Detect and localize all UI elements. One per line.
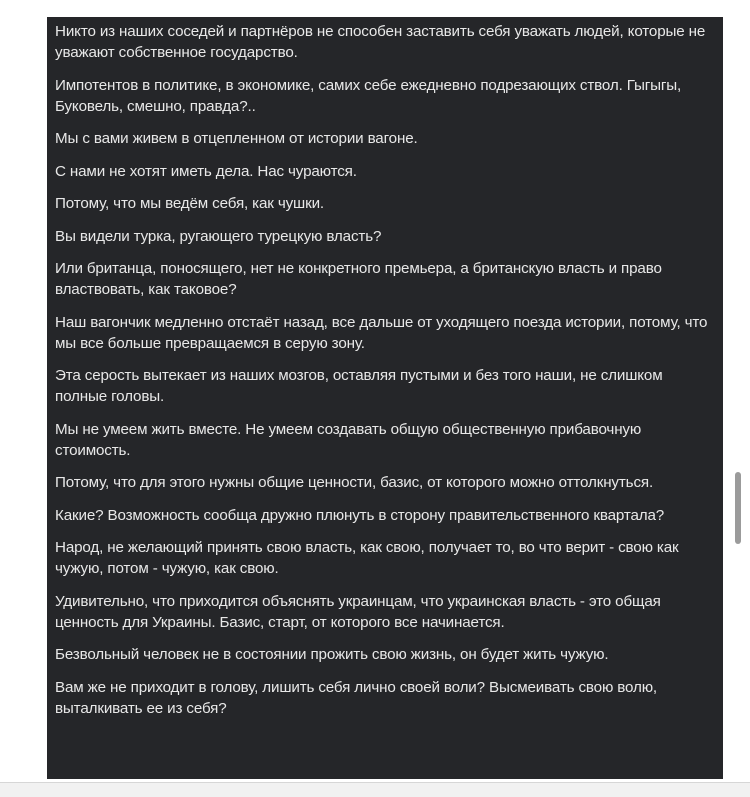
paragraph: Эта серость вытекает из наших мозгов, оставляя пустыми и без того наши, не слишком полные головы. bbox=[55, 367, 663, 405]
paragraph: С нами не хотят иметь дела. Нас чураются. bbox=[55, 162, 357, 180]
paragraph: Удивительно, что приходится объяснять украинцам, что украинская власть - это общая ценность для Украины. Базис, старт, от которого все начинается. bbox=[55, 592, 661, 631]
paragraph: Безвольный человек не в состоянии прожить свою жизнь, он будет жить чужую. bbox=[55, 646, 609, 663]
paragraph: Какие? Возможность сообща дружно плюнуть в сторону правительственного квартала? bbox=[55, 506, 665, 524]
paragraph: Наш вагончик медленно отстаёт назад, все дальше от уходящего поезда истории, потому, что мы все больше превращаемся в серую зону. bbox=[55, 313, 708, 352]
paragraph: Мы с вами живем в отцепленном от истории вагоне. bbox=[55, 130, 418, 147]
paragraph: Потому, что мы ведём себя, как чушки. bbox=[55, 195, 324, 212]
paragraph: Никто из наших соседей и партнёров не способен заставить себя уважать людей, которые не уважают собственное государство. bbox=[55, 23, 706, 61]
vertical-scrollbar[interactable] bbox=[735, 17, 743, 779]
paragraph: Потому, что для этого нужны общие ценности, базис, от которого можно оттолкнуться. bbox=[55, 474, 654, 491]
bottom-bar bbox=[0, 782, 750, 797]
paragraph: Вы видели турка, ругающего турецкую власть? bbox=[55, 227, 382, 245]
paragraph: Вам же не приходит в голову, лишить себя лично своей воли? Высмеивать свою волю, выталкивать ее из себя? bbox=[55, 678, 657, 717]
paragraph: Импотентов в политике, в экономике, самих себе ежедневно подрезающих ствол. Гыгыгы, Буковель, смешно, правда?.. bbox=[55, 76, 682, 115]
scrollbar-thumb[interactable] bbox=[735, 472, 741, 544]
paragraph: Мы не умеем жить вместе. Не умеем создавать общую общественную прибавочную стоимость. bbox=[55, 420, 642, 459]
paragraph: Или британца, поносящего, нет не конкретного премьера, а британскую власть и право властвовать, как таковое? bbox=[55, 260, 662, 298]
paragraph: Народ, не желающий принять свою власть, как свою, получает то, во что верит - свою как чужую, потом - чужую, как свою. bbox=[55, 539, 679, 577]
post-text-panel bbox=[47, 17, 723, 779]
